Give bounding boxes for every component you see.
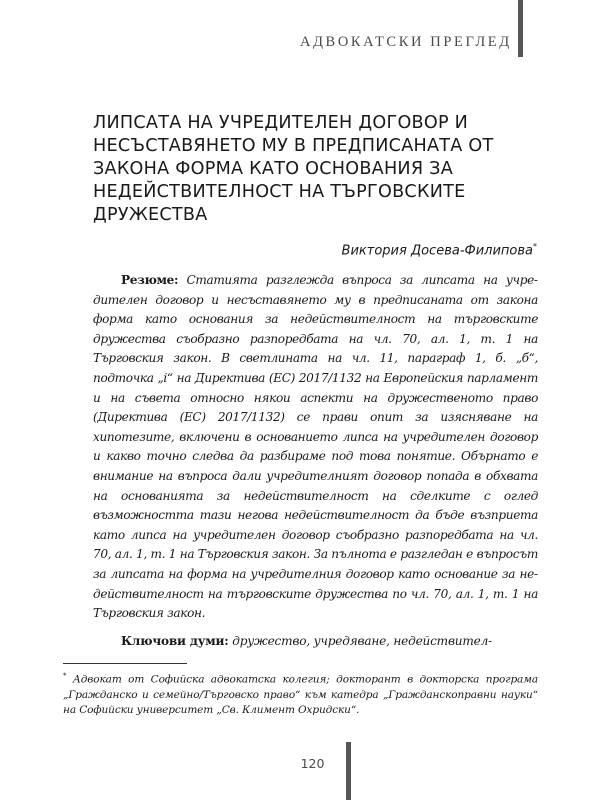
author-name: Виктория Досева-Филипова <box>341 243 533 259</box>
keywords-text: дружество, учредяване, недействител- <box>232 634 492 648</box>
abstract <box>93 271 538 624</box>
article-title: ЛИПСАТА НА УЧРЕДИТЕЛЕН ДОГОВОР И НЕСЪСТАВЯНЕТО МУ В ПРЕДПИСАНАТА ОТ ЗАКОНА ФОРМА КАТО ОСНОВАНИЯ ЗА НЕДЕЙСТВИТЕЛНОСТ НА ТЪРГОВСКИТЕ ДРУЖЕСТВА <box>93 113 494 225</box>
footer-accent-bar <box>346 742 351 800</box>
footnote-separator <box>63 663 187 664</box>
author-line <box>342 242 537 258</box>
journal-title: АДВОКАТСКИ ПРЕГЛЕД <box>300 34 512 50</box>
page-number: 120 <box>300 756 325 771</box>
footnote-text: Адвокат от Софийска адвокатска колегия; докторант в докторска програма „Гражданско и семейно/Търговско право“ към катедра „Гражданскоправни науки“ на Софийски университет „Св. Климент Охридски“. <box>63 673 538 716</box>
footnote <box>63 669 538 718</box>
keywords <box>93 632 538 652</box>
author-footnote-mark: * <box>533 242 537 251</box>
abstract-text: Статията разглежда въпроса за липсата на учредителен договор и несъставянето му в предписаната от закона форма като основания за недействителност на търговските дружества съобразно разпоредбата на чл. 70, ал. 1, т. 1 на Търговския закон. В светлината на чл. 11, параграф 1, б. „б“, подточка „i“ на Директива (ЕС) 2017/1132 на Европейския парламент и на съвета относно някои аспекти на дружественото право (Директива (ЕС) 2017/1132) се прави опит за изясняване на хипотезите, включени в основанието липса на учредителен договор и какво точно следва да разбираме под това понятие. Обърнато е внимание на въпроса дали учредителният договор попада в обхвата на основанията за недействителност на сделките с оглед възможността тази негова недействителност да бъде възприета като липса на учредителен договор съобразно разпоредбата на чл. 70, ал. 1, т. 1 на Търговския закон. За пълнота е разгледан е въпросът за липсата на форма на учредителния договор като основание за недействителност на търговските дружества по чл. 70, ал. 1, т. 1 на Търговския закон. <box>93 273 538 621</box>
footnote-mark: * <box>63 672 67 680</box>
header-accent-bar <box>518 0 523 57</box>
abstract-label: Резюме: <box>121 273 179 287</box>
keywords-label: Ключови думи: <box>121 634 229 648</box>
